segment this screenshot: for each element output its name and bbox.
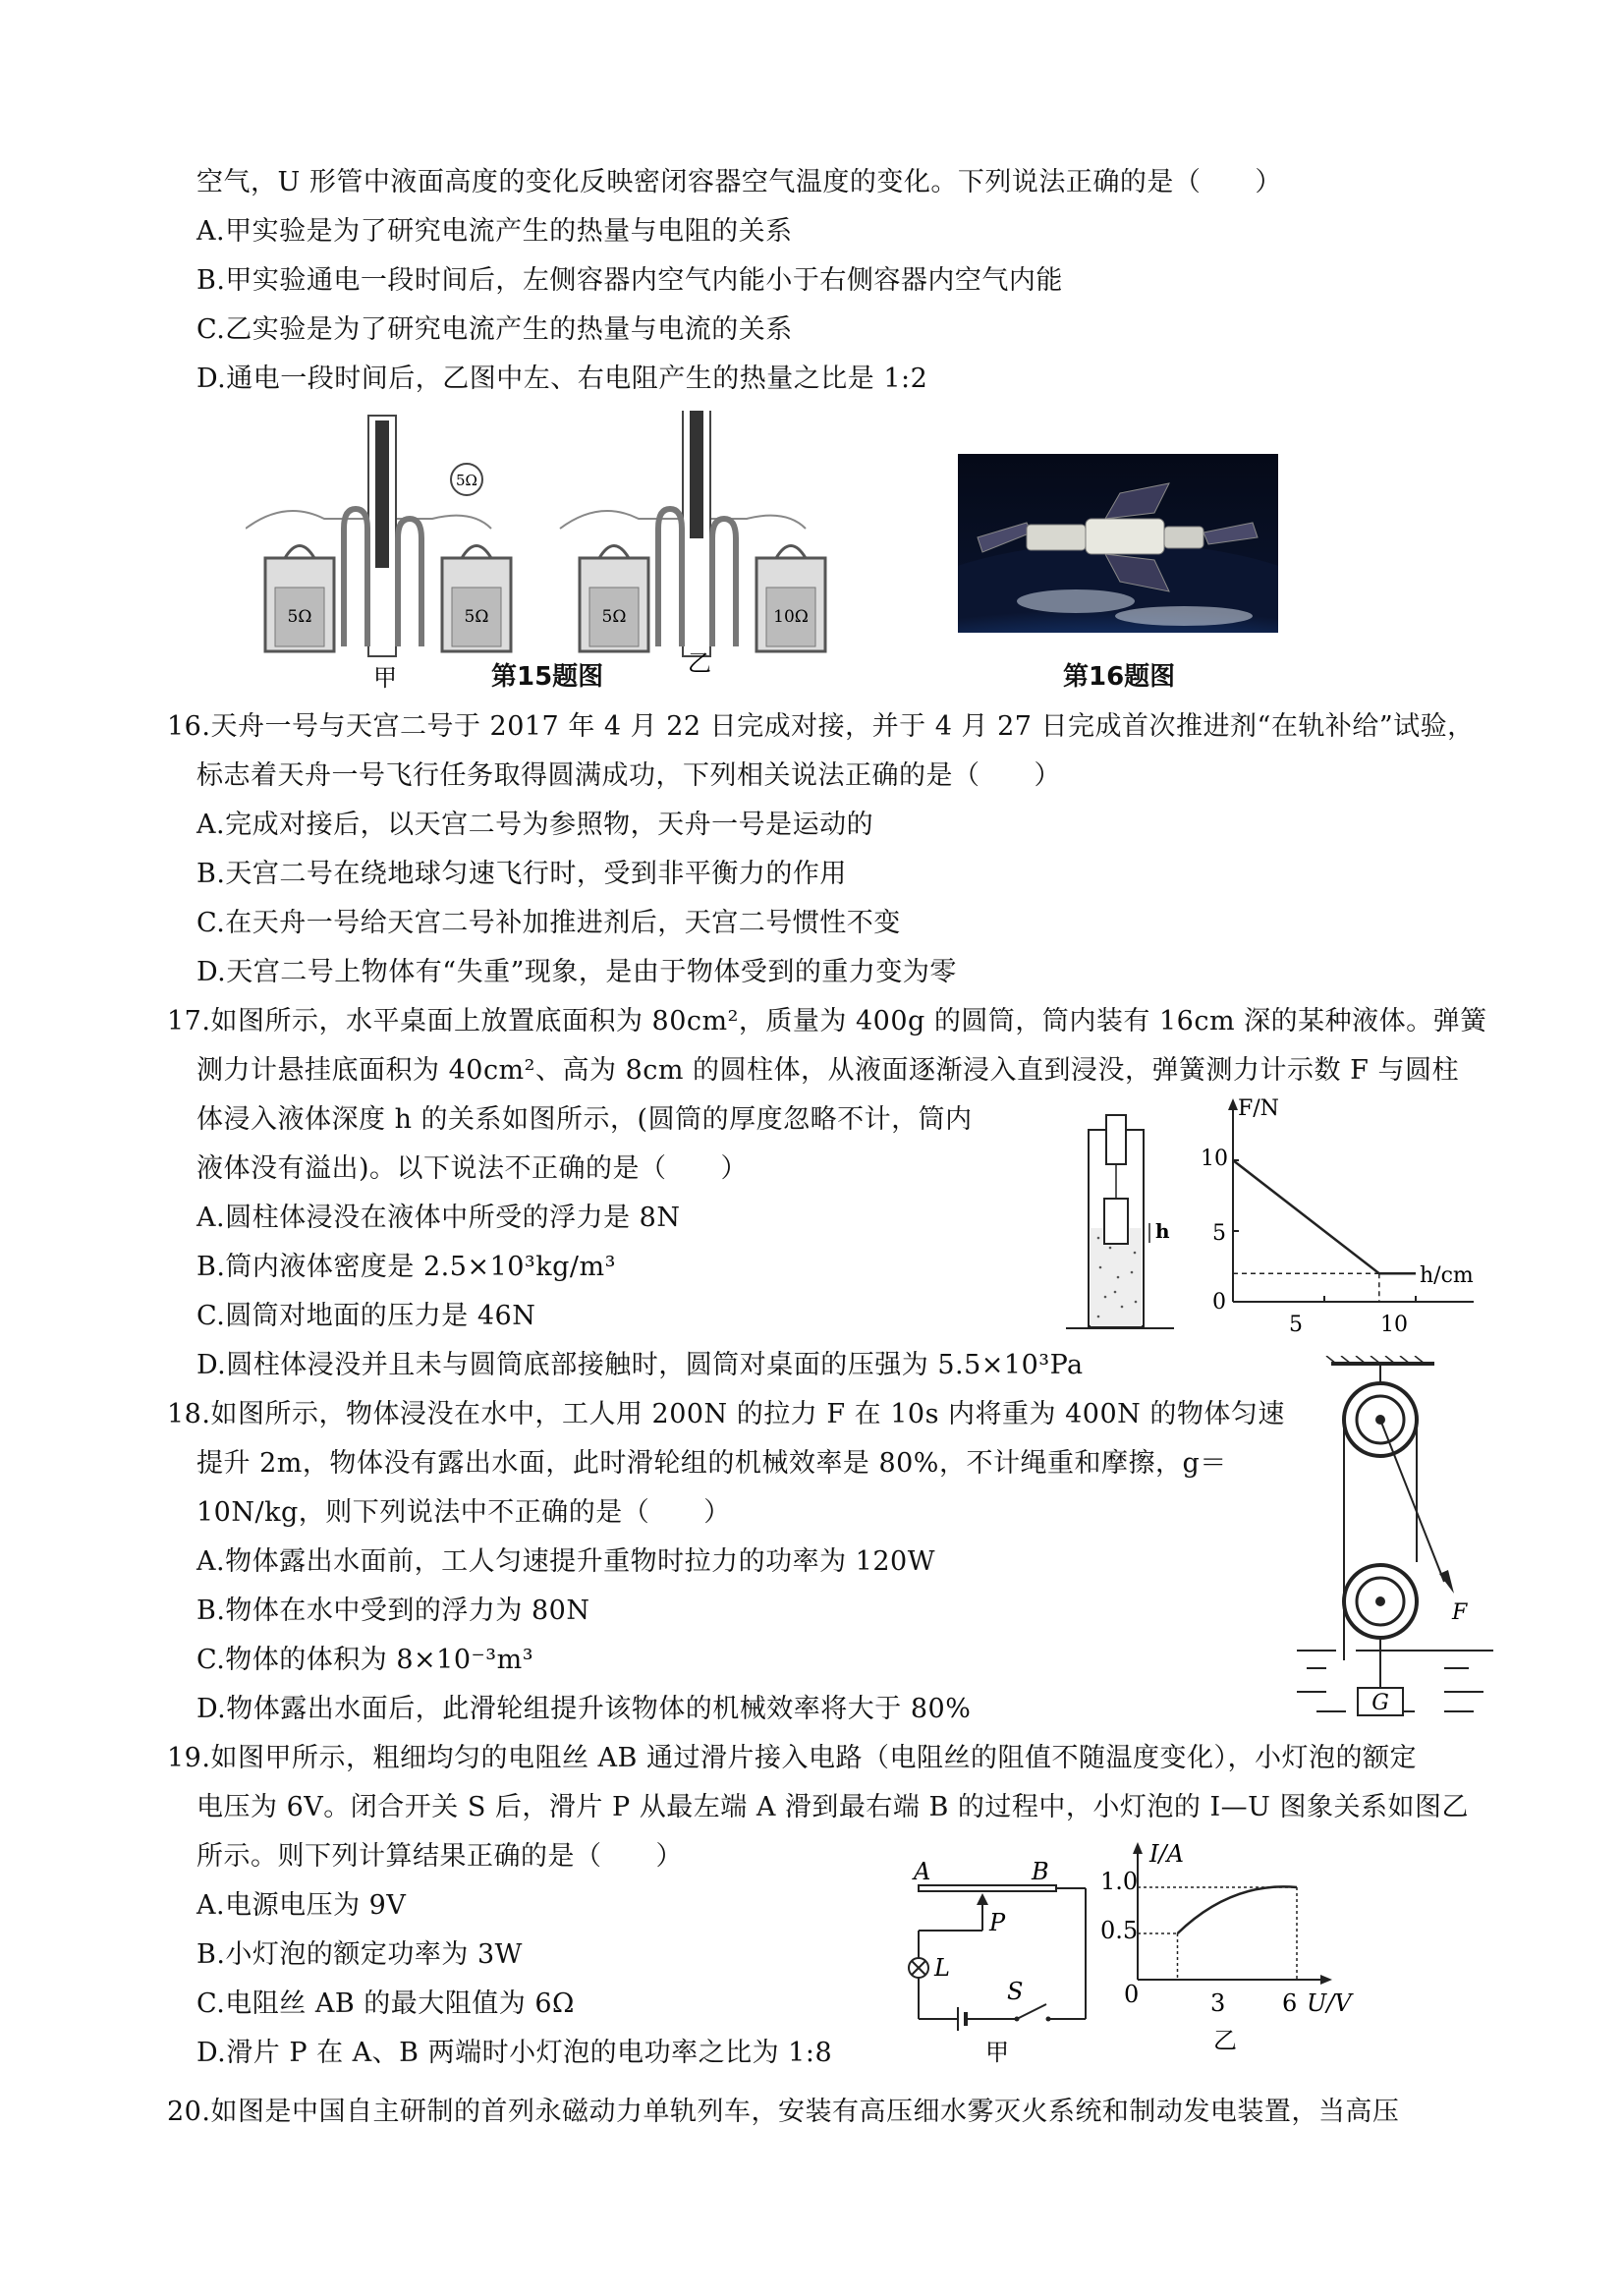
q15-label-r5: 10Ω xyxy=(773,607,809,627)
arrow-icon xyxy=(1439,1570,1454,1594)
q19-label-A: A xyxy=(914,1858,931,1885)
q18-stem-line2: 提升 2m，物体没有露出水面，此时滑轮组的机械效率是 80%，不计绳重和摩擦，g＝ xyxy=(196,1448,1227,1479)
q19-option-c: C.电阻丝 AB 的最大阻值为 6Ω xyxy=(196,1988,575,2019)
q19-ylabel: I/A xyxy=(1149,1840,1184,1868)
q19-option-b: B.小灯泡的额定功率为 3W xyxy=(196,1939,523,1970)
q19-stem-line1: 19.如图甲所示，粗细均匀的电阻丝 AB 通过滑片接入电路（电阻丝的阻值不随温度变化），小灯泡的额定 xyxy=(167,1743,1417,1773)
q19-label-B: B xyxy=(1032,1858,1049,1885)
q18-option-d: D.物体露出水面后，此滑轮组提升该物体的机械效率将大于 80% xyxy=(196,1694,972,1724)
q15-label-yi: 乙 xyxy=(688,649,711,677)
q15-stem: 空气，U 形管中液面高度的变化反映密闭容器空气温度的变化。下列说法正确的是（ ） xyxy=(196,167,1282,197)
q18-option-a: A.物体露出水面前，工人匀速提升重物时拉力的功率为 120W xyxy=(196,1546,935,1577)
q15-apparatus-jia xyxy=(246,416,511,692)
q19-option-a: A.电源电压为 9V xyxy=(196,1890,407,1921)
q18-option-c: C.物体的体积为 8×10⁻³m³ xyxy=(196,1645,534,1675)
q17-stem-line2: 测力计悬挂底面积为 40cm²、高为 8cm 的圆柱体，从液面逐渐浸入直到浸没，弹簧测力计示数 F 与圆柱 xyxy=(196,1055,1459,1086)
q17-option-c: C.圆筒对地面的压力是 46N xyxy=(196,1301,536,1331)
q18-pulley-figure xyxy=(1297,1356,1493,1729)
q18-label-G: G xyxy=(1371,1691,1389,1715)
q18-stem-line1: 18.如图所示，物体浸没在水中，工人用 200N 的拉力 F 在 10s 内将重为 400N 的物体匀速 xyxy=(167,1399,1285,1429)
q17-chart xyxy=(1179,1091,1483,1336)
q19-label-L: L xyxy=(934,1954,950,1982)
q17-xtick-10: 10 xyxy=(1380,1313,1408,1336)
q19-label-S: S xyxy=(1007,1978,1024,2005)
q19-ytick-05: 0.5 xyxy=(1100,1917,1139,1944)
q19-label-jia: 甲 xyxy=(985,2039,1009,2066)
q17-option-a: A.圆柱体浸没在液体中所受的浮力是 8N xyxy=(196,1203,681,1233)
q15-option-b: B.甲实验通电一段时间后，左侧容器内空气内能小于右侧容器内空气内能 xyxy=(196,265,1063,296)
q15-option-a: A.甲实验是为了研究电流产生的热量与电阻的关系 xyxy=(196,216,793,247)
q15-figure xyxy=(246,411,874,696)
q16-caption: 第16题图 xyxy=(1063,662,1176,692)
q19-xlabel: U/V xyxy=(1307,1989,1352,2017)
q16-option-a: A.完成对接后，以天宫二号为参照物，天舟一号是运动的 xyxy=(196,810,874,840)
q19-x-arrow-icon xyxy=(1320,1975,1332,1985)
q16-option-c: C.在天舟一号给天宫二号补加推进剂后，天宫二号惯性不变 xyxy=(196,908,901,938)
q15-label-r3: 5Ω xyxy=(601,607,627,627)
q15-apparatus-yi xyxy=(560,411,825,677)
q16-photo xyxy=(958,454,1278,633)
q15-option-c: C.乙实验是为了研究电流产生的热量与电流的关系 xyxy=(196,314,793,345)
q17-stem-line3: 体浸入液体深度 h 的关系如图所示，(圆筒的厚度忽略不计，筒内 xyxy=(196,1104,973,1135)
q19-label-P: P xyxy=(989,1909,1006,1936)
q15-top-resistor-label: 5Ω xyxy=(456,472,477,489)
q19-stem-line3: 所示。则下列计算结果正确的是（ ） xyxy=(196,1841,683,1872)
q19-option-d: D.滑片 P 在 A、B 两端时小灯泡的电功率之比为 1:8 xyxy=(196,2038,833,2068)
q17-apparatus xyxy=(1061,1110,1179,1336)
q18-stem-line3: 10N/kg，则下列说法中不正确的是（ ） xyxy=(196,1497,731,1528)
q19-xtick-0: 0 xyxy=(1124,1981,1140,2008)
q19-series-curve xyxy=(1178,1886,1298,1933)
q15-label-r1: 5Ω xyxy=(287,607,312,627)
q19-stem-line2: 电压为 6V。闭合开关 S 后，滑片 P 从最左端 A 滑到最右端 B 的过程中，小灯泡的 I—U 图象关系如图乙 xyxy=(196,1792,1470,1822)
q17-y-arrow-icon xyxy=(1228,1098,1238,1110)
q19-caption: 乙 xyxy=(1213,2027,1237,2054)
q19-xtick-3: 3 xyxy=(1210,1989,1226,2017)
q17-xlabel: h/cm xyxy=(1420,1263,1474,1288)
q16-stem-line2: 标志着天舟一号飞行任务取得圆满成功，下列相关说法正确的是（ ） xyxy=(196,760,1061,791)
q17-option-d: D.圆柱体浸没并且未与圆筒底部接触时，圆筒对桌面的压强为 5.5×10³Pa xyxy=(196,1350,1084,1380)
q17-ytick-5: 5 xyxy=(1212,1221,1226,1246)
q17-option-b: B.筒内液体密度是 2.5×10³kg/m³ xyxy=(196,1252,616,1282)
q19-xtick-6: 6 xyxy=(1282,1989,1298,2017)
q18-option-b: B.物体在水中受到的浮力为 80N xyxy=(196,1596,590,1626)
q15-label-jia: 甲 xyxy=(373,664,397,692)
q16-option-d: D.天宫二号上物体有“失重”现象，是由于物体受到的重力变为零 xyxy=(196,957,957,987)
q15-option-d: D.通电一段时间后，乙图中左、右电阻产生的热量之比是 1:2 xyxy=(196,364,928,394)
q17-ytick-0: 0 xyxy=(1212,1290,1226,1315)
q17-series-line xyxy=(1233,1160,1416,1273)
q20-stem-line1: 20.如图是中国自主研制的首列永磁动力单轨列车，安装有高压细水雾灭火系统和制动发电装置，当高压 xyxy=(167,2097,1400,2127)
q16-option-b: B.天宫二号在绕地球匀速飞行时，受到非平衡力的作用 xyxy=(196,859,847,889)
q19-y-arrow-icon xyxy=(1133,1842,1143,1854)
switch-icon xyxy=(1017,2004,1046,2019)
q17-stem-line1: 17.如图所示，水平桌面上放置底面积为 80cm²，质量为 400g 的圆筒，筒内装有 16cm 深的某种液体。弹簧 xyxy=(167,1006,1487,1036)
q16-stem-line1: 16.天舟一号与天宫二号于 2017 年 4 月 22 日完成对接，并于 4 月 27 日完成首次推进剂“在轨补给”试验， xyxy=(167,711,1475,742)
q15-caption: 第15题图 xyxy=(491,662,604,692)
q17-ytick-10: 10 xyxy=(1201,1147,1228,1171)
q17-ylabel: F/N xyxy=(1238,1096,1279,1121)
q15-label-r2: 5Ω xyxy=(464,607,489,627)
q17-xtick-5: 5 xyxy=(1289,1313,1303,1336)
q19-chart xyxy=(1091,1832,1385,2068)
q19-ytick-1: 1.0 xyxy=(1100,1868,1139,1895)
q17-h-label: h xyxy=(1155,1219,1170,1243)
slider-arrow-icon xyxy=(977,1893,988,1905)
q18-label-F: F xyxy=(1452,1600,1468,1625)
q19-circuit xyxy=(899,1852,1095,2068)
q17-stem-line4: 液体没有溢出)。以下说法不正确的是（ ） xyxy=(196,1153,749,1184)
